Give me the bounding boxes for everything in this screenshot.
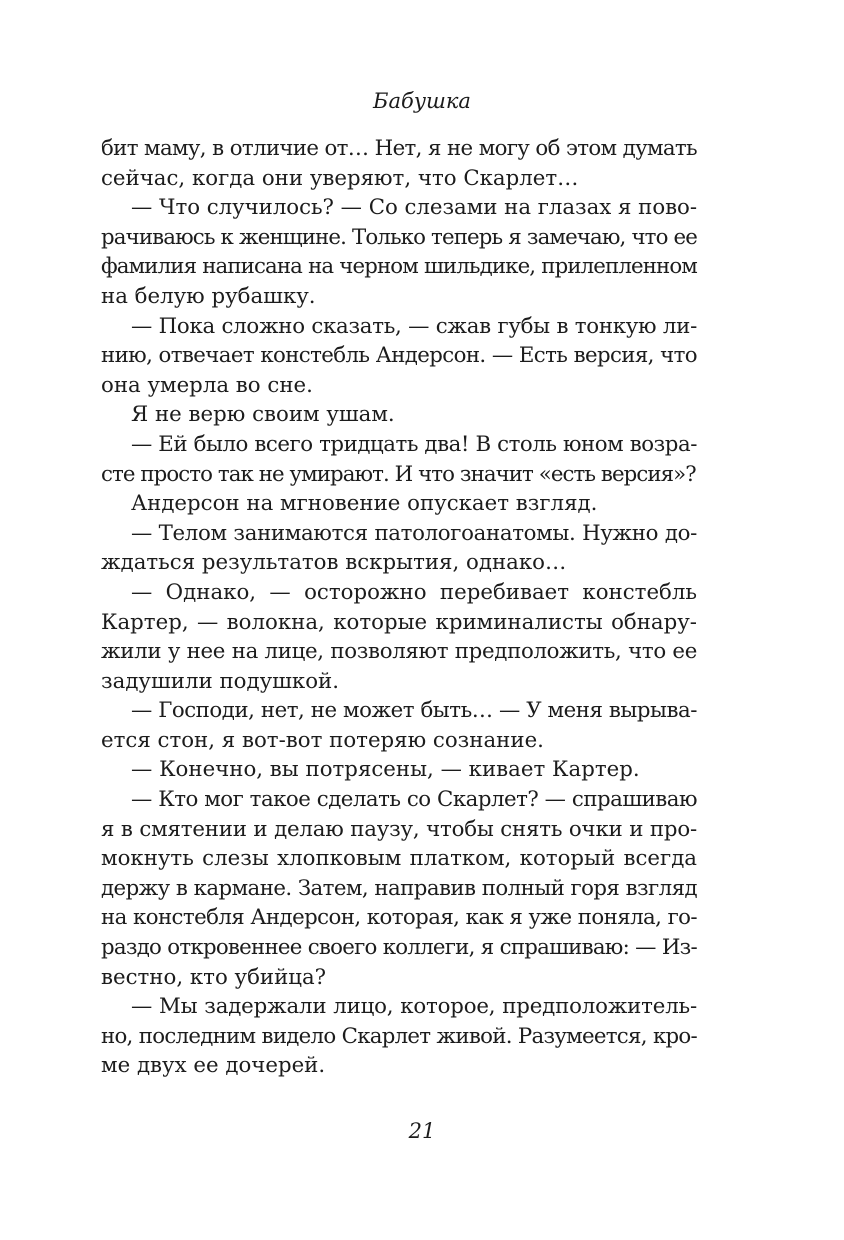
- text-line: Картер, — волокна, которые криминалисты обнару-: [101, 609, 697, 635]
- text-line: нию, отвечает констебль Андерсон. — Есть версия, что: [101, 343, 697, 369]
- text-line: на белую рубашку.: [101, 283, 316, 309]
- text-line: ется стон, я вот-вот потеряю сознание.: [101, 727, 544, 753]
- body-text: [101, 134, 697, 1081]
- text-line: но, последним видело Скарлет живой. Разумеется, кро-: [101, 1023, 697, 1049]
- text-line: — Что случилось? — Со слезами на глазах я пово-: [131, 195, 697, 221]
- text-line: держу в кармане. Затем, направив полный горя взгляд: [101, 875, 697, 901]
- text-line: я в смятении и делаю паузу, чтобы снять очки и про-: [101, 816, 697, 842]
- text-line: Андерсон на мгновение опускает взгляд.: [131, 491, 598, 517]
- text-line: — Кто мог такое сделать со Скарлет? — спрашиваю: [131, 787, 697, 813]
- text-line: задушили подушкой.: [101, 668, 339, 694]
- text-line: Я не верю своим ушам.: [131, 402, 395, 428]
- text-line: — Телом занимаются патологоанатомы. Нужно до-: [131, 520, 697, 546]
- text-line: мокнуть слезы хлопковым платком, который всегда: [101, 846, 697, 872]
- page-number: 21: [408, 1119, 436, 1143]
- text-line: бит маму, в отличие от… Нет, я не могу об этом думать: [101, 136, 697, 161]
- text-line: рачиваюсь к женщине. Только теперь я замечаю, что ее: [101, 224, 697, 250]
- text-line: вестно, кто убийца?: [101, 964, 327, 990]
- text-line: ждаться результатов вскрытия, однако…: [101, 550, 567, 576]
- text-line: — Господи, нет, не может быть… — У меня вырыва-: [131, 698, 697, 724]
- text-line: — Ей было всего тридцать два! В столь юном возра-: [131, 431, 697, 457]
- running-head: Бабушка: [373, 89, 471, 113]
- text-line: на констебля Андерсон, которая, как я уже поняла, го-: [101, 905, 697, 931]
- text-line: сте просто так не умирают. И что значит «есть версия»?: [101, 461, 696, 487]
- text-line: фамилия написана на черном шильдике, прилепленном: [101, 254, 697, 280]
- text-line: она умерла во сне.: [101, 372, 313, 398]
- text-line: — Однако, — осторожно перебивает констебль: [131, 579, 697, 605]
- text-line: ме двух ее дочерей.: [101, 1053, 326, 1079]
- text-line: жили у нее на лице, позволяют предположить, что ее: [101, 639, 697, 665]
- text-line: сейчас, когда они уверяют, что Скарлет…: [101, 165, 579, 191]
- text-line: раздо откровеннее своего коллеги, я спрашиваю: — Из-: [101, 935, 697, 961]
- text-line: — Пока сложно сказать, — сжав губы в тонкую ли-: [131, 313, 697, 339]
- text-line: — Конечно, вы потрясены, — кивает Картер.: [131, 757, 640, 783]
- text-line: — Мы задержали лицо, которое, предположитель-: [131, 994, 697, 1020]
